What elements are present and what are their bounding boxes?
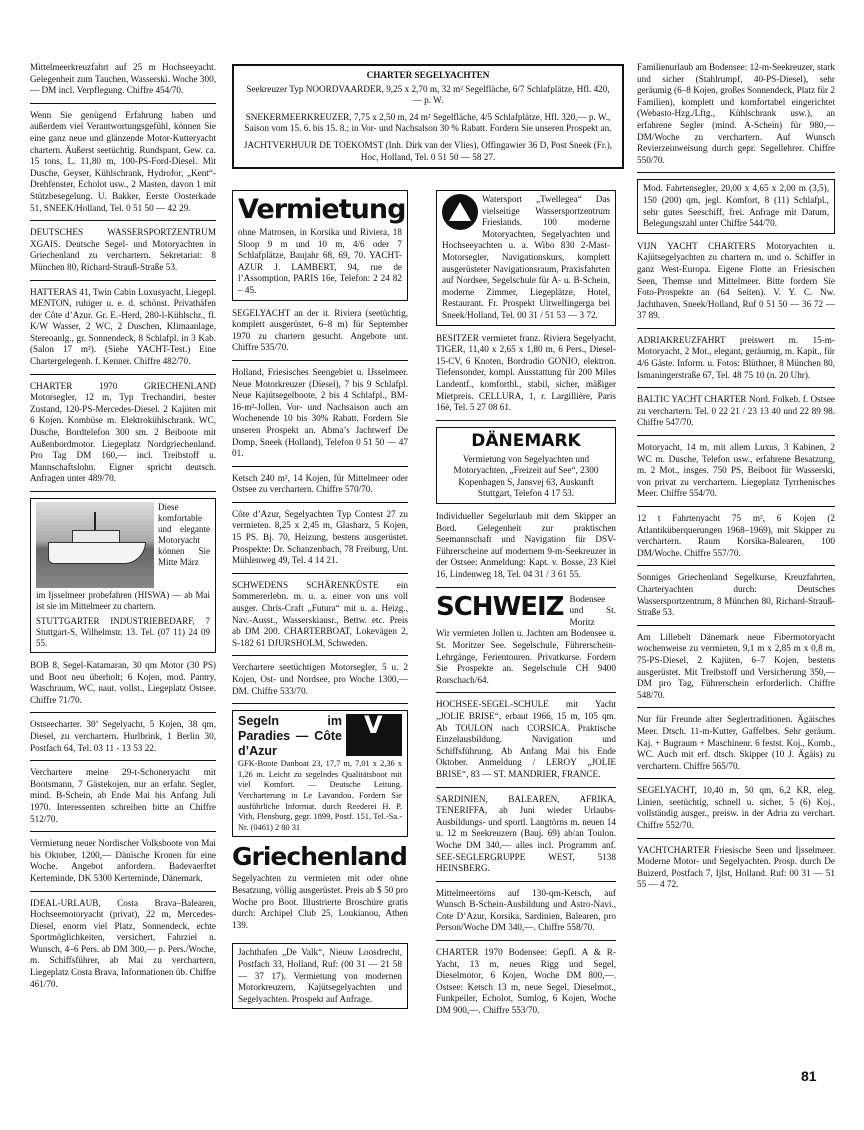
twellegea-ad (436, 190, 616, 326)
classified-ad: DEUTSCHES WASSERSPORTZENTRUM XGAIS. Deutsche Segel- und Motoryachten in Griechenland zu verchartern. Sekretariat: 8 München 80, Richard-Strauß-Straße 53. (30, 227, 216, 280)
motoryacht-photo-ad (30, 498, 216, 653)
griechenland-heading: Griechenland (232, 842, 407, 872)
classified-ad: CHARTER 1970 Bodensee: Gepfl. A & R-Yacht, 13 m, neues Rigg und Segel, Dieselmotor, 6 Kojen, Woche DM 800,—. Ostsee: Ketsch 13 m, neue Segel, Dieselmot., Funkpeiler, Echolot, Sumlog, 6 Kojen, Woche DM 900,—. Chiffre 553/70. (436, 947, 616, 1016)
flag-logo-icon (346, 714, 402, 756)
daenemark-heading: DÄNEMARK (471, 430, 581, 451)
classified-ad: Verchartere seetüchtigen Motorsegler, 5 u. 2 Kojen, Ost- und Nordsee, pro Woche 1300,— DM. Chiffre 533/70. (232, 662, 408, 704)
schweiz-body: Wir vermieten Jollen u. Jachten am Bodensee u. St. Moritzer See. Segelschule, Führerschein-Lehrgänge, Ferientouren. Privatkurse. Fordern Sie Prospekte an. Segelschule CH 9400 Rorschach/64. (436, 628, 616, 685)
classified-ad: HATTERAS 41, Twin Cabin Luxusyacht, Liegepl. MENTON, ruhiger u. e. d. schönst. Privathäfen der Côte d’Azur. Gr. E.-Herd, 280-l-Kühlschr., fl. K/W Wasser, 2 WC, 2 Duschen, Klimaanlage, Stereoanlg., gr. Sonnendeck, 8 Schlafpl. in 3 Kab. (Salon 17 m²). (Siehe YACHT-Test.) Eine Chartergelegenh. f. Kenner. Chiffre 482/70. (30, 287, 216, 375)
vermietung-body: ohne Matrosen, in Korsika und Riviera, 18 Sloop 9 m und 10 m, 4/6 oder 7 Schlafplätze, Baujahr 68, 69, 70. YACHT-AZUR J. LAMBERT, 94, rue de l’Assomption, PARIS 16e, Telefon: 2 24 82 – 45. (238, 227, 402, 295)
classified-ad: VIJN YACHT CHARTERS Motoryachten u. Kajütsegelyachten zu chartern m. und o. Schiffer in ganz West-Europa. Eigene Flotte an Friesischen Seen, Themse und Mittelmeer. Bitte fordern Sie Foto-Prospekte an (64 Seiten). V. Y. C. Nw. Jachthaven, Sneek/Holland, Ruf 0 51 50 — 36 72 — 37 89. (637, 241, 835, 329)
fahrtensegler-ad: Mod. Fahrtensegler, 20,00 x 4,65 x 2,00 m (3,5), 150 (200) qm, jegl. Komfort, 8 (11) Schlafpl., sehr gutes Seeschiff, frei. Anfrage mit Datum, Belegungszahl unter Chiffre 544/70. (637, 179, 835, 233)
de-valk-ad: Jachthafen „De Valk“, Nieuw Loosdrecht, Postfach 33, Holland, Ruf: (00 31 — 21 58 — 37 17). Vermietung von modernen Motorkreuzern, Kajütsegelyachten und Segelyachten. Prospekt auf Anfrage. (232, 943, 408, 1009)
classified-ad: BESITZER vermietet franz. Riviera Segelyacht, TIGER, 11,40 x 2,65 x 1,80 m, 6 Pers., Diesel-15-CV, 6 Knoten, Bordradio GONIO, elektron. Tiefensonder, kompl. Ausstattung für 200 Miles Landentf., komfortbl., stabil, sicher, mäßiger Mietpreis. CELLURA, 1, r. Largillière, Paris 16è, Tel. 5 27 08 61. (436, 333, 616, 421)
griechenland-body: Segelyachten zu vermieten mit oder ohne Besatzung, völlig ausgerüstet. Preis ab $ 50 pro Woche pro Boot. Illustrierte Broschüre gratis durch: Archipel Club 25, Loukianou, Athen 139. (232, 873, 408, 930)
segeln-heading: Segeln im Paradies — Côte d’Azur (238, 714, 342, 759)
classified-ad: Sonniges Griechenland Segelkurse, Kreuzfahrten, Charteryachten durch: Deutsches Wassersportzentrum, 8 München 80, Richard-Strauß-Straße 53. (637, 572, 835, 625)
classified-ad: Familienurlaub am Bodensee: 12-m-Seekreuzer, stark und sicher (Stahlrumpf, 40-PS-Diesel), sehr geräumig (6–8 Kojen, großes Sonnendeck, Platz für 2 Familien), komplett und komfortabel eingerichtet (Webasto-Hzg./Lftg., Kühlschrank usw.), an erfahrene Segler (mind. A-Schein) für 980,— DM/Woche zu verchartern. Auf Wunsch Revierzeinweisung durch gepr. Segellehrer. Chiffre 550/70. (637, 62, 835, 173)
classified-ad: SEGELYACHT an der it. Riviera (seetüchtig, komplett ausgerüstet, 6–8 m) für September 1970 zu chartern gesucht. Angebote unt. Chiffre 535/70. (232, 308, 408, 361)
classified-ad: Ketsch 240 m², 14 Kojen, für Mittelmeer oder Ostsee zu verchartern. Chiffre 570/70. (232, 473, 408, 503)
charter-box-p3: JACHTVERHUUR DE TOEKOMST (Inh. Dirk van der Vlies), Offingawier 36 D, Post Sneek (Fr.), Hoc, Holland, Tel. 0 51 50 — 58 27. (243, 139, 613, 162)
column-1 (30, 62, 216, 1002)
classified-ad: IDEAL-URLAUB, Costa Brava–Balearen, Hochseemotoryacht (privat), 22 m, Mercedes-Diesel, enorm viel Platz, Sonnendeck, echte Sportmöglichkeiten, versichert, Fahrziel n. Wunsch, 4–6 Pers. ab DM 300,— p. Pers./Woche, m. Schiffsführer, ab Mai zu verchartern, Liegeplatz Costa Brava, Informationen üb. Chiffre 461/70. (30, 897, 216, 989)
classified-ad: Vermietung neuer Nordischer Volksboote von Mai bis Oktober, 1200,— Dänische Kronen für eine Woche. Angebot anfordern. Badevaerftet Kerteminde, DK 5300 Kerteminde, Dänemark. (30, 838, 216, 891)
segeln-body: GFK-Boote Danboat 23, 17,7 m, 7,01 x 2,36 x 1,26 m. Leicht zu segelndes Qualitätsboot mit viel Komfort. — Deutsche Leitung. Vercharterung in Le Lavandou. Fordern Sie ausführliche Informat. durch Reederei H. P. Vith, Flensburg, gegr. 1899, Postf. 151, Tel.-Sa.-Nr. (0461) 2 80 31 (238, 759, 402, 832)
column-2 (232, 62, 408, 1016)
daenemark-body: Vermietung von Segelyachten und Motoryachten, „Freizeit auf See“, 2300 Kopenhagen S, Jansvej 63, Auskunft Stuttgart, Telefon 4 17 53. (453, 453, 599, 499)
classified-ad: Mittelmeertörns auf 130-qm-Ketsch, auf Wunsch B-Schein-Ausbildung und Astro-Navi., Cote D’Azur, Korsika, Sardinien, Balearen, pro Person/Woche DM 340,—. Chiffre 558/70. (436, 888, 616, 941)
triangle-logo-icon (442, 194, 478, 230)
page-number: 81 (801, 1068, 817, 1084)
classified-ad: Wenn Sie genügend Erfahrung haben und außerdem viel Verantwortungsgefühl, können Sie eine ganz neue und glänzende Motor-Kutteryacht chartern. Äußerst seetüchtig. Rundspant, Gew. ca. 15 tons, L. 11,80 m, 100-PS-Ford-Diesel. Mit Dusche, Geyser, Kühlschrank, Hydrofor, „Kent“-Drehfenster, Echolot usw., 2 Masten, davon 1 mit Stützbesegelung. U. Bakker, Eerste Oosterkade 51, SNEEK/Holland, Tel. 0 51 50 — 42 29. (30, 110, 216, 221)
photo-ad-text: im Ijsselmeer probefahren (HISWA) — ab Mai ist sie im Mittelmeer zu chartern. (36, 590, 210, 611)
classified-ad: Am Lillebelt Dänemark neue Fibermotoryacht wochenweise zu vermieten, 9,1 m x 2,85 m x 0,8 m, 75-PS-Diesel, 2 Kajüten, 6–7 Kojen, bestens ausgerüstet. Mit Treibstoff und Versicherung 350,— DM pro Tag, Führerschein erforderlich. Chiffre 548/70. (637, 632, 835, 709)
classified-ad: Holland, Friesisches Seengebiet u. IJsselmeer. Neue Motorkreuzer (Diesel), 7 bis 9 Schlafpl. Neue Kajütsegelboote, 2 bis 4 Schlafpl., BM-16-m²-Jollen. Vor- und Nachsaison auch am Wochenende 10 bis 30% Rabatt. Fordern Sie unseren Prospekt an. Abma’s Jachtwerf De Domp, Sneek (Holland), Telefon 0 51 50 — 47 01. (232, 367, 408, 467)
schweiz-ad (436, 591, 616, 694)
classified-ad: Ostseecharter. 30’ Segelyacht, 5 Kojen, 38 qm, Diesel, zu verchartern. Hurlbrink, 1 Berlin 30, Postfach 64, Tel. 03 11 - 13 53 22. (30, 719, 216, 761)
classified-ad: HOCHSEE-SEGEL-SCHULE mit Yacht „JOLIE BRISE“, erbaut 1966, 15 m, 105 qm. Ab TOULON nach CORSICA. Praktische Einzelausbildung. Navigation und Schiffsführung. Ab Anfang Mai bis Ende Oktober. Anmeldung / LEROY „JOLIE BRISE“, 83 — ST. MANDRIER, FRANCE. (436, 699, 616, 787)
classified-ad: ADRIAKREUZFAHRT preiswert m. 15-m-Motoryacht, 2 Mot., elegant, geräumig, m. Kapit., für 4/6 Gäste. Inform. u. Fotos: Blüthner, 8 München 80, Ismaningerstraße 67, Tel. 48 75 10 (n. 20 Uhr). (637, 335, 835, 388)
photo-ad-signature: STUTTGARTER INDUSTRIEBEDARF, 7 Stuttgart-S, Wilhelmstr. 13. Tel. (07 11) 24 09 55. (36, 616, 210, 648)
classified-ad: Motoryacht, 14 m, mit allem Luxus, 3 Kabinen, 2 WC m. Dusche, Telefon usw., erfahrene Besatzung, m. 2 Mot., insges. 750 PS, Beiboot für Wasserski, von privat zu verchartern. Liegeplatz Tyrrhenisches Meer. Chiffre 554/70. (637, 442, 835, 507)
segeln-paradies-ad (232, 710, 408, 837)
classified-ad: YACHTCHARTER Friesische Seen und Ijsselmeer. Moderne Motor- und Segelyachten. Prosp. durch De Buizerd, Postfach 7, Ijlst, Holland. Ruf: 00 31 — 51 55 — 4 72. (637, 844, 835, 890)
classified-ad: Verchartere meine 29-t-Schoneryacht mit Bootsmann, 7 Gästekojen, nur an erfahr. Segler, mind. B-Schein, ab Ende Mai bis Anfang Juli 1970. Interessenten schreiben bitte an Chiffre 512/70. (30, 767, 216, 832)
griechenland-ad (232, 844, 408, 937)
classified-ad: SCHWEDENS SCHÄRENKÜSTE ein Sommererlebn. m. u. a. einer von uns voll ausger. Chris-Craft „Futura“ mit u. a. Heizg., Nav.-Ausst., Wasserskiausr., Bettw. etc. Preis ab DM 200. CHARTERBOAT, Lokevägen 2, S-182 61 DJURSHOLM, Schweden. (232, 580, 408, 657)
classified-ad: Mittelmeerkreuzfahrt auf 25 m Hochseeyacht. Gelegenheit zum Tauchen, Wasserski. Woche 300,— DM incl. Verpflegung. Chiffre 454/70. (30, 62, 216, 104)
classified-ad: SARDINIEN, BALEAREN, AFRIKA, TENERIFFA, ab Juni wieder Urlaubs-Ausbildungs- und sportl. Langtörns m. neuen 14 u. 12 m Seekreuzern (Bauj. 69) ab/an Toulon. Woche DM 340,— alles incl. Programm anf. SEE-SEGLERGRUPPE WEST, 5138 HEINSBERG. (436, 794, 616, 882)
classified-ad: SEGELYACHT, 10,40 m, 50 qm, 6,2 KR, eleg. Linien, seetüchtig, schnell u. sicher, 5 (6) Koj., vollständig ausger., preisw. in der Adria zu verchart. Chiffre 552/70. (637, 785, 835, 838)
photo-ad-side-text: Diese komfortable und elegante Motoryacht können Sie Mitte März (158, 502, 210, 567)
classified-ad: 12 t Fahrtenyacht 75 m², 6 Kojen (2 Atlantiküberquerungen 1968–1969), mit Skipper zu verchartern. Raum Korsika-Balearen, 100 DM/Woche. Chiffre 557/70. (637, 513, 835, 566)
daenemark-ad (436, 427, 616, 504)
classified-ad: Nur für Freunde alter Seglertraditionen. Ägäisches Meer. Dtsch. 11-m-Kutter, Gaffelbes. Sehr geräum. Kaj. + Bugraum + Maschinenr. 6 festst. Koj., Komb., WC. Auch mit erf. dtsch. Skipper (10 J. Ägäis) zu verchartern. Chiffre 565/70. (637, 714, 835, 779)
schweiz-side: Bodensee und St. Moritz (569, 593, 616, 627)
schweiz-heading: SCHWEIZ (436, 591, 564, 622)
twellegea-text: Watersport „Twellegea“ Das vielseitige Wassersportzentrum Frieslands. 100 moderne Motoryachten, Segelyachten und Hochseeyachten u. a. Wibo 830 2-Mast-Motorsegler, Navigationskurs, komplett ausgerüsteter Navigationsraum, Praxisfahrten auf Nordsee, Segelschule für A- u. B-Schein, moderne Zimmer, Liegeplätze, Hotel, Restaurant. Fr. Prospekt Uitwellingerga bei Sneek/Holland, Tel. 00 31 / 51 53 — 3 72. (442, 194, 610, 320)
classified-ad: CHARTER 1970 GRIECHENLAND Motorsegler, 12 m, Typ Trechandiri, bester Zustand, 120-PS-Mercedes-Diesel. 2 Kajüten mit 6 Kojen. Kombüse m. Elektrokühlschrank. WC, Dusche, Bordtelefon 300 sm. 2 Beiboote mit Außenbordmotor. Liegeplatz Nordgriechenland. Pro Tag DM 160,— incl. Treibstoff u. Mannschaftslohn. Eigner spricht deutsch. Anfragen unter 489/70. (30, 381, 216, 492)
classified-ad: Individueller Segelurlaub mit dem Skipper an Bord. Gelegenheit zur praktischen Seemannschaft und Navigation für DSV-Führerscheine auf modernem 9-m-Seekreuzer in der Ostsee: Anmeldung: Kapt. v. Bosse, 23 Kiel 16, Lindenweg 18, Tel. 04 31 / 3 61 55. (436, 511, 616, 588)
charter-box-p2: SNEKERMEERKREUZER, 7,75 x 2,50 m, 24 m² Segelfläche, 4/5 Schlafplätze, Hfl. 320,— p. W., Saison vom 15. 6. bis 15. 8.; in Vor- und Nachsalson 30 % Rabatt. Fordern Sie unseren Prospekt an. (244, 111, 612, 134)
classified-ad: BOB 8, Segel-Katamaran, 30 qm Motor (30 PS) und Boot neu überholt; 6 Kojen, mod. Pantry, Waschraum, WC, naut. vollst., Liegeplatz Ostsee. Chiffre 71/70. (30, 660, 216, 713)
column-3 (436, 62, 616, 1029)
vermietung-ad (232, 190, 408, 301)
classified-ad: BALTIC YACHT CHARTER Nord. Folkeb. f. Ostsee zu verchartern. Tel. 0 22 21 / 23 13 40 und 22 89 98. Chiffre 547/70. (637, 394, 835, 436)
charter-box-title: CHARTER SEGELYACHTEN (366, 70, 490, 80)
column-4 (637, 62, 835, 903)
vermietung-heading: Vermietung (238, 194, 406, 225)
charter-box-p1: Seekreuzer Typ NOORDVAARDER, 9,25 x 2,70 m, 32 m² Segelfläche, 6/7 Schlafplätze, Hfl. 420,— p. W. (246, 83, 610, 106)
motoryacht-photo (36, 502, 154, 588)
classified-ad: Côte d’Azur, Segelyachten Typ Contest 27 zu vermieten. 8,25 x 2,45 m, Glasharz, 5 Kojen, 15 PS. Bj. 70, Heizung, bestens ausgerüstet. Prospekte: Dr. Schanzenbach, 78 Freiburg, Unt. Mühlenweg 49, Tel. 4 14 21. (232, 509, 408, 574)
